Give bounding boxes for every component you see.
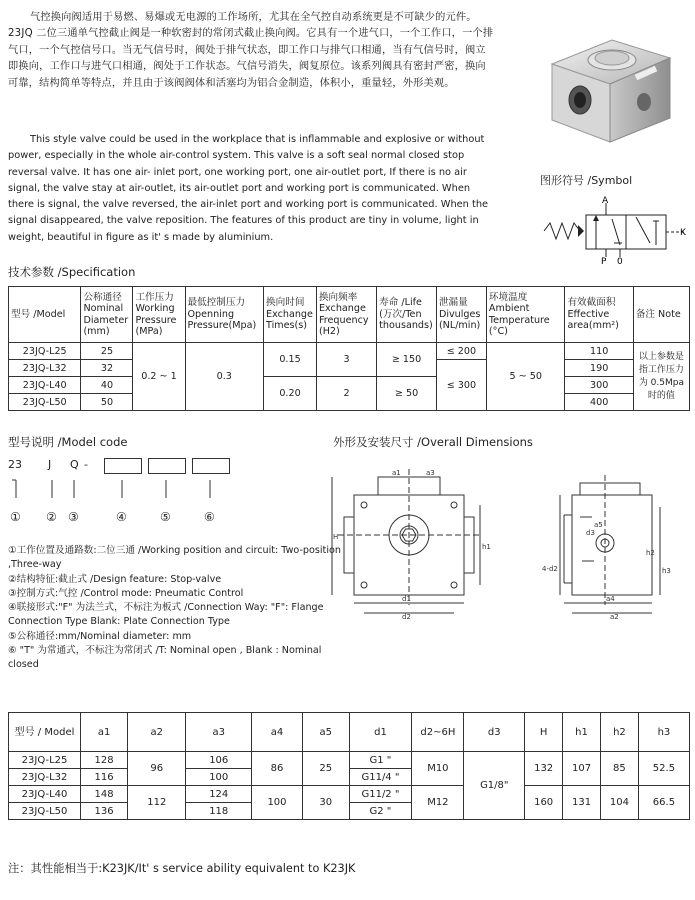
- params-header: d3: [464, 713, 525, 752]
- dim-label: a5: [594, 521, 603, 529]
- spec-life: ≥ 50: [377, 377, 437, 411]
- params-a2: 112: [128, 786, 186, 820]
- params-d2: M12: [412, 786, 464, 820]
- symbol-label-o: 0: [617, 257, 623, 265]
- params-header: a5: [302, 713, 349, 752]
- spec-temperature: 5 ~ 50: [486, 343, 565, 411]
- params-d1: G1 ": [349, 752, 412, 769]
- symbol-title: 图形符号 /Symbol: [540, 174, 633, 187]
- legend-item: ④联接形式:"F" 为法兰式，不标注为板式 /Connection Way: "F": Flange Connection Type Blank: Plate Connection Type: [8, 602, 324, 628]
- spec-model: 23JQ-L40: [9, 377, 81, 394]
- spec-diameter: 40: [81, 377, 133, 394]
- spec-exchange-time: 0.15: [264, 343, 317, 377]
- code-number: ③: [68, 510, 79, 524]
- dim-label: a1: [392, 469, 401, 477]
- dim-label: a2: [610, 613, 619, 620]
- spec-header: 备注 Note: [633, 287, 689, 343]
- params-header: h2: [600, 713, 638, 752]
- params-header: d1: [349, 713, 412, 752]
- legend-item: ⑥ "T" 为常通式，不标注为常闭式 /T: Nominal open , Blank : Nominal closed: [8, 645, 322, 671]
- code-number: ⑥: [204, 510, 215, 524]
- spec-header: 型号 /Model: [9, 287, 81, 343]
- spec-area: 300: [565, 377, 633, 394]
- dim-label: h1: [482, 543, 491, 551]
- params-a5: 25: [302, 752, 349, 786]
- params-h2: 104: [600, 786, 638, 820]
- spec-diameter: 50: [81, 394, 133, 411]
- params-model: 23JQ-L25: [9, 752, 81, 769]
- spec-header: 环境温度 Ambient Temperature (°C): [486, 287, 565, 343]
- params-h3: 66.5: [638, 786, 689, 820]
- legend-item: ③控制方式:气控 /Control mode: Pneumatic Control: [8, 587, 244, 599]
- dim-label: a4: [606, 595, 615, 603]
- params-header: h3: [638, 713, 689, 752]
- params-header: 型号 / Model: [9, 713, 81, 752]
- intro-chinese: 气控换向阀适用于易燃、易爆或无电源的工作场所，尤其在全气控自动系统更是不可缺少的元件。23JQ 二位三通单气控截止阀是一种软密封的常闭式截止换向阀。它具有一个进气口，一个工作口，一个排气口，一个气控信号口。当无气信号时，阀处于排气状态，即工作口与排气口相通，当有气信号时，阀立即换向，工作口与进气口相通，阀处于工作状态。气信号消失，阀复原位。该系列阀具有密封严密，换向可靠，结构简单等特点，并且由于该阀阀体和活塞均为铝合金制造，体积小，重量轻，外形美观。: [8, 12, 494, 89]
- symbol-label-k: K: [680, 228, 686, 238]
- params-model: 23JQ-L40: [9, 786, 81, 803]
- params-a5: 30: [302, 786, 349, 820]
- params-d1: G11/2 ": [349, 786, 412, 803]
- valve-symbol: [540, 195, 690, 265]
- code-number: ⑤: [160, 510, 171, 524]
- params-h1: 131: [563, 786, 601, 820]
- params-a3: 106: [186, 752, 252, 769]
- spec-header: 最低控制压力 Openning Pressure(Mpa): [185, 287, 264, 343]
- spec-frequency: 2: [316, 377, 376, 411]
- spec-header: 公称通径 Nominal Diameter (mm): [81, 287, 133, 343]
- code-number: ④: [116, 510, 127, 524]
- spec-header: 换向频率 Exchange Frequency (H2): [316, 287, 376, 343]
- params-a1: 128: [81, 752, 128, 769]
- params-h3: 52.5: [638, 752, 689, 786]
- dim-label: h3: [662, 567, 671, 575]
- dimensions-title: 外形及安装尺寸 /Overall Dimensions: [333, 435, 533, 449]
- spec-diameter: 32: [81, 360, 133, 377]
- dim-label: a3: [426, 469, 435, 477]
- params-a3: 124: [186, 786, 252, 803]
- params-a3: 100: [186, 769, 252, 786]
- params-d1: G2 ": [349, 803, 412, 820]
- params-d3: G1/8": [464, 752, 525, 820]
- params-header: a4: [252, 713, 303, 752]
- code-number: ①: [10, 510, 21, 524]
- dim-label: 4-d2: [542, 565, 558, 573]
- spec-area: 110: [565, 343, 633, 360]
- code-box-4: [104, 458, 142, 474]
- spec-model: 23JQ-L50: [9, 394, 81, 411]
- model-code-legend: [8, 544, 348, 673]
- params-a1: 116: [81, 769, 128, 786]
- params-a2: 96: [128, 752, 186, 786]
- params-a3: 118: [186, 803, 252, 820]
- params-header: d2~6H: [412, 713, 464, 752]
- code-letter: -: [84, 458, 88, 471]
- spec-header: 泄漏量 Divulges (NL/min): [436, 287, 486, 343]
- spec-header: 有效截面积 Effective area(mm²): [565, 287, 633, 343]
- spec-divulges: ≤ 200: [436, 343, 486, 360]
- legend-item: ①工作位置及通路数:二位三通 /Working position and circuit: Two-position ,Three-way: [8, 545, 341, 571]
- dim-label: d3: [586, 529, 595, 537]
- spec-header: 寿命 /Life (万次/Ten thousands): [377, 287, 437, 343]
- params-h2: 85: [600, 752, 638, 786]
- spec-header: 工作压力 Working Pressure (MPa): [133, 287, 185, 343]
- params-d2: M10: [412, 752, 464, 786]
- code-box-5: [148, 458, 186, 474]
- footnote: 注：其性能相当于:K23JK/It' s service ability equivalent to K23JK: [8, 862, 356, 875]
- spec-exchange-time: 0.20: [264, 377, 317, 411]
- params-header: a2: [128, 713, 186, 752]
- params-d1: G11/4 ": [349, 769, 412, 786]
- spec-diameter: 25: [81, 343, 133, 360]
- model-code-title: 型号说明 /Model code: [8, 435, 128, 449]
- spec-life: ≥ 150: [377, 343, 437, 377]
- code-letter: J: [48, 458, 52, 471]
- spec-table: [8, 286, 690, 411]
- params-model: 23JQ-L50: [9, 803, 81, 820]
- valve-photo: [540, 22, 680, 147]
- code-letter: Q: [70, 458, 79, 471]
- legend-item: ②结构特征:截止式 /Design feature: Stop-valve: [8, 573, 222, 585]
- params-H: 160: [525, 786, 563, 820]
- params-a4: 86: [252, 752, 303, 786]
- symbol-label-p: P: [601, 257, 607, 265]
- code-letter: 23: [8, 458, 22, 471]
- spec-area: 190: [565, 360, 633, 377]
- model-code-diagram: [8, 458, 248, 530]
- spec-divulges: ≤ 300: [436, 360, 486, 411]
- dim-label: d1: [402, 595, 411, 603]
- params-a1: 148: [81, 786, 128, 803]
- dim-label: H: [333, 533, 339, 541]
- params-H: 132: [525, 752, 563, 786]
- params-table: [8, 712, 690, 820]
- params-a1: 136: [81, 803, 128, 820]
- code-box-6: [192, 458, 230, 474]
- symbol-label-a: A: [602, 196, 609, 206]
- spec-model: 23JQ-L25: [9, 343, 81, 360]
- dim-label: d2: [402, 613, 411, 620]
- spec-working-pressure: 0.2 ~ 1: [133, 343, 185, 411]
- spec-note: 以上参数是指工作压力为 0.5Mpa 时的值: [633, 343, 689, 411]
- spec-model: 23JQ-L32: [9, 360, 81, 377]
- dimension-drawings: [330, 455, 690, 620]
- spec-frequency: 3: [316, 343, 376, 377]
- spec-header: 换向时间 Exchange Times(s): [264, 287, 317, 343]
- params-header: h1: [563, 713, 601, 752]
- spec-title: 技术参数 /Specification: [8, 265, 136, 279]
- params-model: 23JQ-L32: [9, 769, 81, 786]
- params-header: H: [525, 713, 563, 752]
- legend-item: ⑤公称通径:mm/Nominal diameter: mm: [8, 630, 192, 642]
- params-header: a1: [81, 713, 128, 752]
- params-h1: 107: [563, 752, 601, 786]
- params-a4: 100: [252, 786, 303, 820]
- dim-label: h2: [646, 549, 655, 557]
- spec-area: 400: [565, 394, 633, 411]
- spec-openning-pressure: 0.3: [185, 343, 264, 411]
- intro-english: This style valve could be used in the workplace that is inflammable and explosive or without power, especially in the whole air-control system. This valve is a soft seal normal closed stop reversal valve. It has one air- inlet port, one working port, one air-outlet port, If there is no air signal, the valve stay at air-outlet, its air-outlet port and working port is communicated. When there is signal, the valve reversed, the air-inlet port and working port is communicated. When the signal disappeared, the valve reposition. The features of this product are tiny in volume, light in weight, beautiful in figure as it' s made by aluminium.: [8, 134, 489, 243]
- code-number: ②: [46, 510, 57, 524]
- params-header: a3: [186, 713, 252, 752]
